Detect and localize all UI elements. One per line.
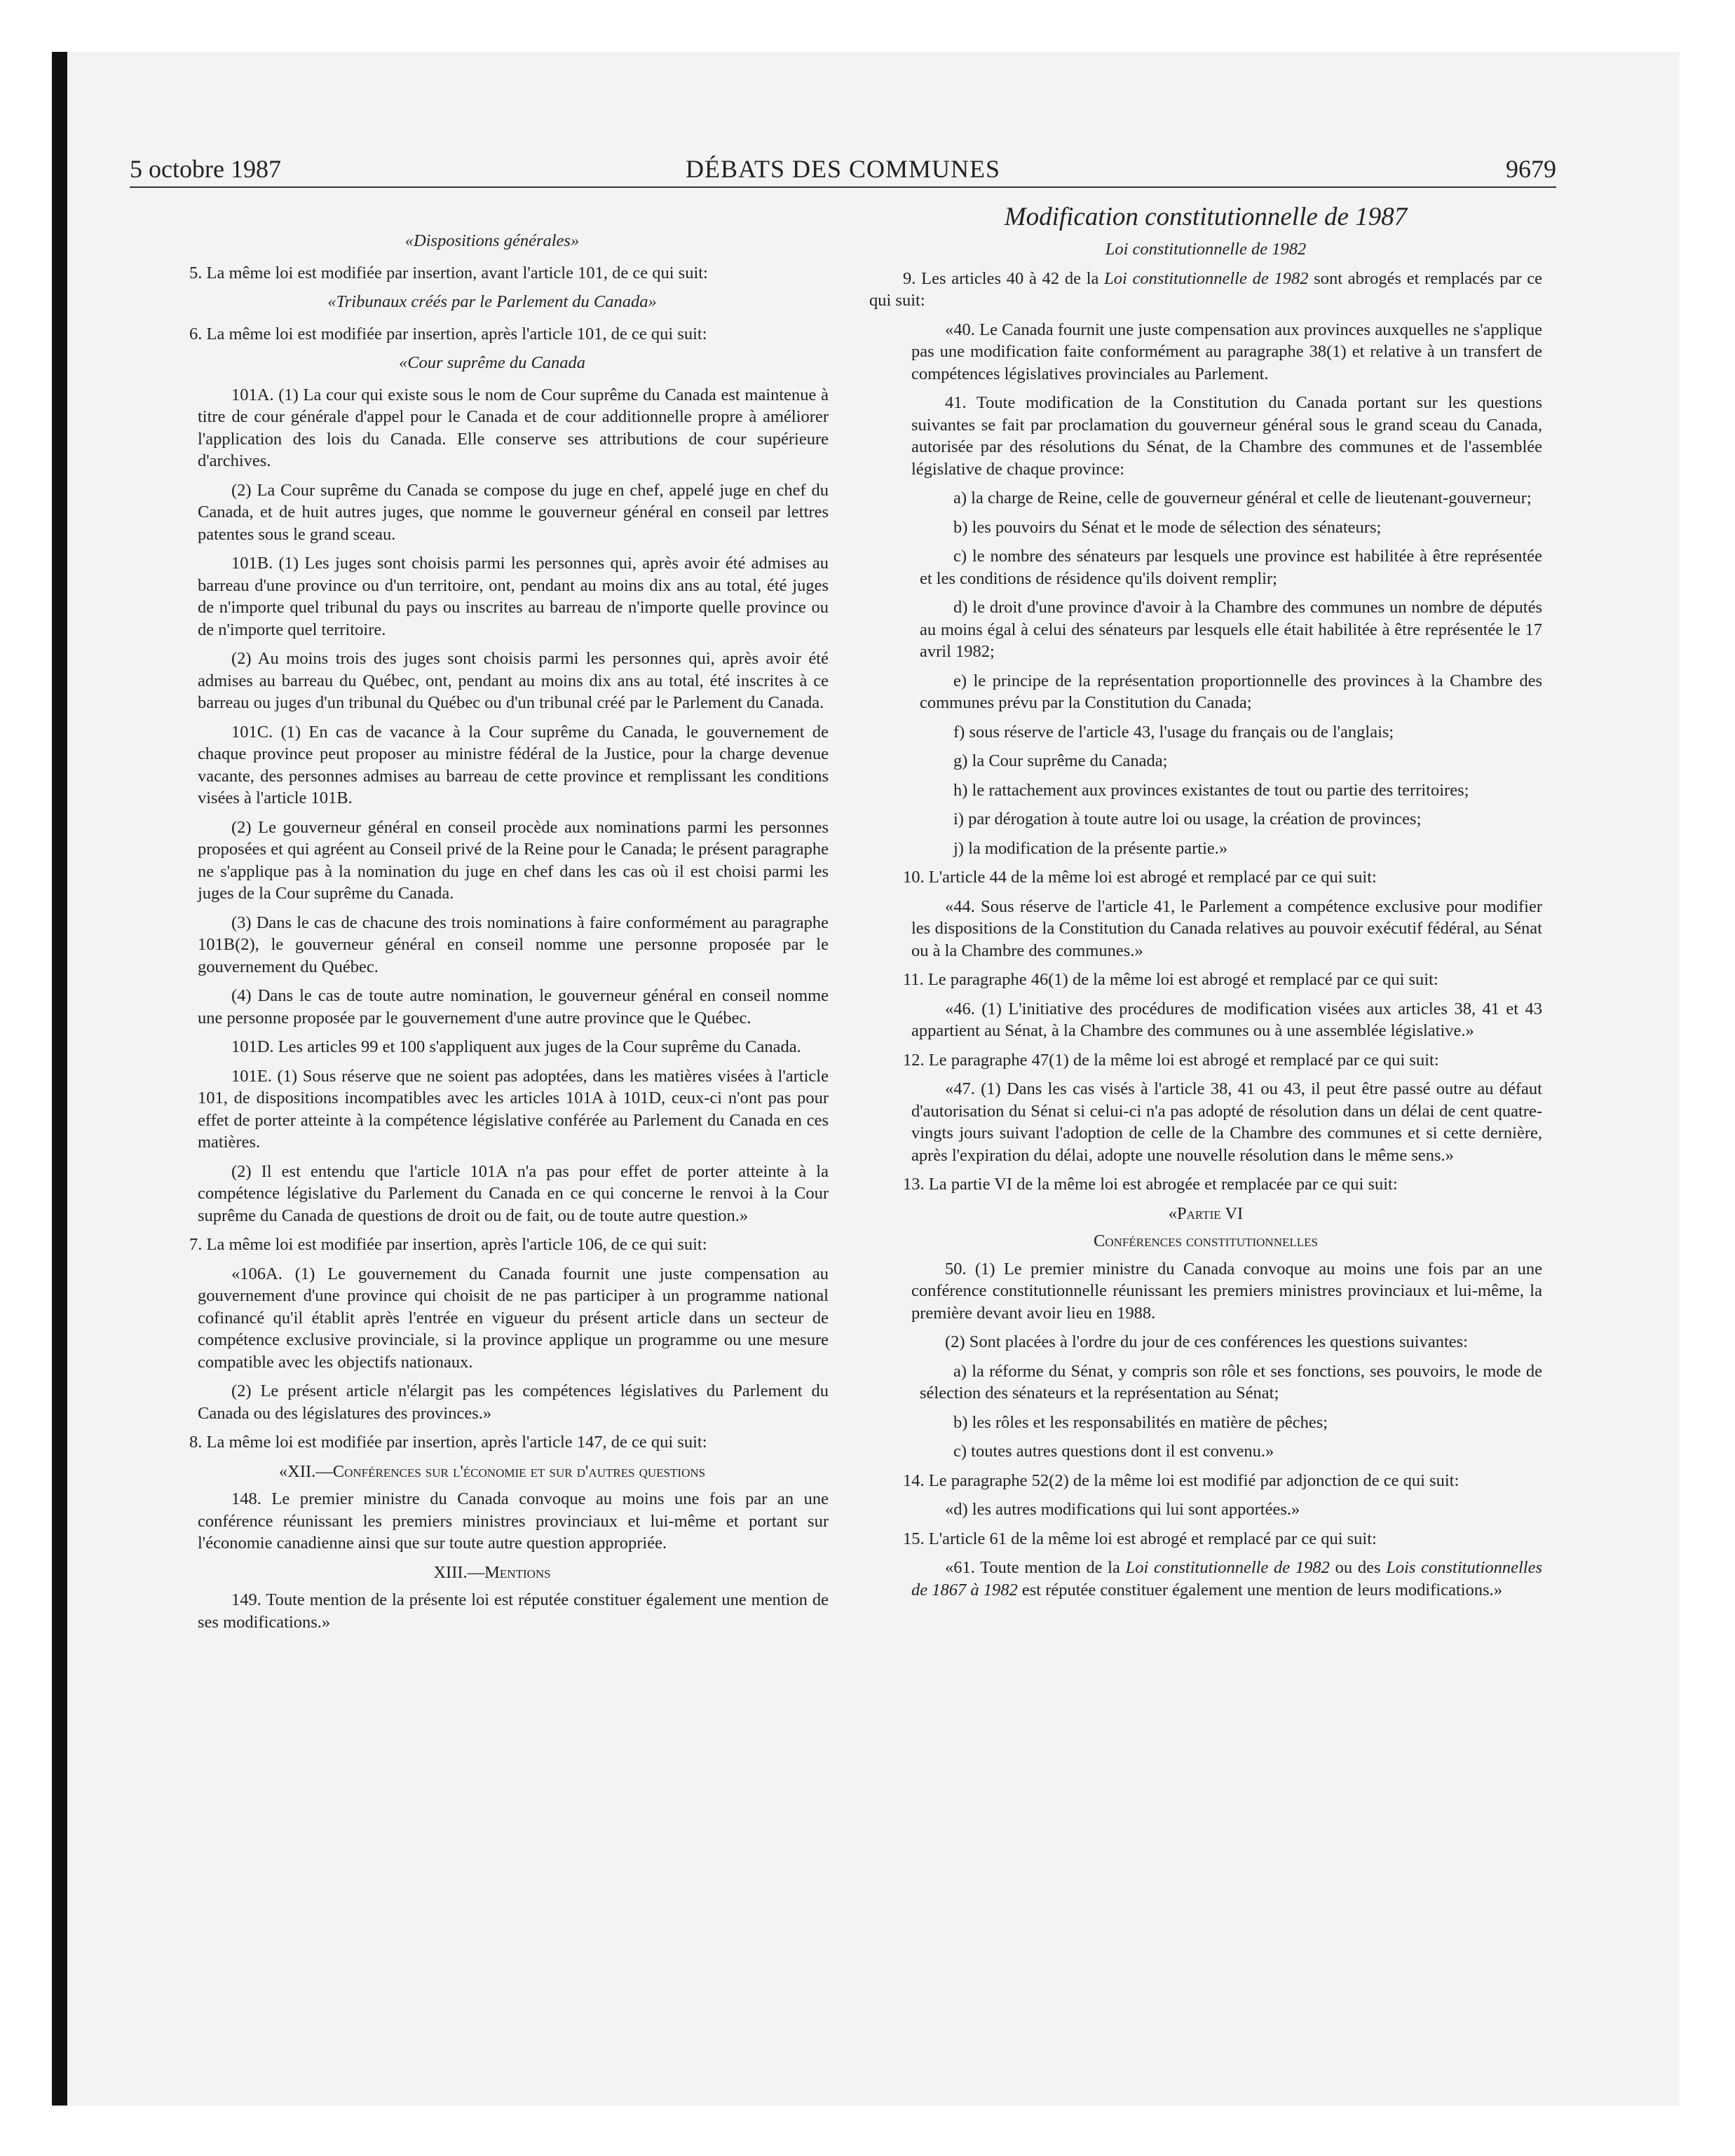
article-61-text-a: «61. Toute mention de la <box>945 1558 1126 1577</box>
article-52-d: «d) les autres modifications qui lui sont apportées.» <box>945 1500 1300 1519</box>
clause-11: 11. Le paragraphe 46(1) de la même loi est abrogé et remplacé par ce qui suit: <box>903 970 1438 989</box>
article-101C-4: (4) Dans le cas de toute autre nomination, le gouverneur général en conseil nomme une personne proposée par le gouvernement d'une autre province que le Québec. <box>198 986 829 1028</box>
section-subtitle: Loi constitutionnelle de 1982 <box>1105 240 1307 259</box>
list-item: j) la modification de la présente partie.» <box>953 838 1228 858</box>
article-106A-1: «106A. (1) Le gouvernement du Canada fournit une juste compensation au gouvernement d'une province qui choisit de ne pas participer à un programme national cofinancé qu'il établit après l'entrée en vigueur du présent article dans un secteur de compétence exclusive provinciale, si la province applique un programme ou une mesure compatible avec les objectifs nationaux. <box>198 1264 829 1372</box>
article-148: 148. Le premier ministre du Canada convoque au moins une fois par an une conférence réunissant les premiers ministres provinciaux et lui-même et portant sur l'économie canadienne ainsi que sur toute autre question appropriée. <box>198 1489 829 1553</box>
article-50-1: 50. (1) Le premier ministre du Canada convoque au moins une fois par an une conférence constitutionnelle réunissant les premiers ministres provinciaux et lui-même, la première devant avoir lieu en 1988. <box>911 1259 1542 1323</box>
list-item: g) la Cour suprême du Canada; <box>953 751 1168 770</box>
clause-9-text-a: 9. Les articles 40 à 42 de la <box>903 268 1105 288</box>
list-item: a) la charge de Reine, celle de gouverneur général et celle de lieutenant-gouverneur; <box>953 489 1532 507</box>
clause-10: 10. L'article 44 de la même loi est abrogé et remplacé par ce qui suit: <box>903 868 1377 887</box>
list-item: c) le nombre des sénateurs par lesquels une province est habilitée à être représentée et les conditions de résidence qu'ils doivent remplir; <box>920 547 1542 588</box>
article-61-acts-1867-1982: Lois constitutionnelles de 1867 à 1982 <box>911 1558 1542 1599</box>
article-149: 149. Toute mention de la présente loi est réputée constituer également une mention de ses modifications.» <box>198 1590 829 1632</box>
article-41-items <box>869 487 1542 859</box>
heading-cour-supreme: «Cour suprême du Canada <box>398 353 586 372</box>
clause-12: 12. Le paragraphe 47(1) de la même loi est abrogé et remplacé par ce qui suit: <box>903 1050 1439 1070</box>
page-header <box>130 154 1556 191</box>
header-date: 5 octobre 1987 <box>130 155 281 183</box>
article-101C-1: 101C. (1) En cas de vacance à la Cour suprême du Canada, le gouvernement de chaque province peut proposer au ministre fédéral de la Justice, pour la charge devenue vacante, des personnes admises au barreau de cette province et remplissant les conditions visées à l'article 101B. <box>198 722 829 807</box>
list-item: c) toutes autres questions dont il est convenu.» <box>953 1442 1274 1461</box>
heading-dispositions: «Dispositions générales» <box>404 231 580 250</box>
section-title: Modification constitutionnelle de 1987 <box>1004 203 1408 231</box>
article-44: «44. Sous réserve de l'article 41, le Parlement a compétence exclusive pour modifier les dispositions de la Constitution du Canada relatives au pouvoir exécutif fédéral, au Sénat ou à la Chambre des communes.» <box>911 896 1542 960</box>
clause-13: 13. La partie VI de la même loi est abrogée et remplacée par ce qui suit: <box>903 1175 1398 1194</box>
list-item: h) le rattachement aux provinces existantes de tout ou partie des territoires; <box>953 780 1469 800</box>
article-101C-2: (2) Le gouverneur général en conseil procède aux nominations parmi les personnes proposées et qui agréent au Conseil privé de la Reine pour le Canada; le présent paragraphe ne s'applique pas à la nomination du juge en chef dans les cas où il est choisi parmi les juges de la Cour suprême du Canada. <box>198 817 829 903</box>
article-101B-2: (2) Au moins trois des juges sont choisis parmi les personnes qui, après avoir été admises au barreau du Québec, ont, pendant au moins dix ans au total, été inscrites à ce barreau ou juges d'un tribunal du Québec ou d'un tribunal créé par le Parlement du Canada. <box>198 649 829 712</box>
article-101D: 101D. Les articles 99 et 100 s'appliquent aux juges de la Cour suprême du Canada. <box>231 1037 801 1056</box>
article-47: «47. (1) Dans les cas visés à l'article 38, 41 ou 43, il peut être passé outre au défaut d'autorisation du Sénat si celui-ci n'a pas adopté de résolution dans un délai de cent quatre-vingts jours suivant l'adoption de celle de la Chambre des communes et si cette dernière, après l'expiration du délai, adopte une nouvelle résolution dans le même sens.» <box>911 1079 1542 1165</box>
header-page-number: 9679 <box>1506 155 1556 183</box>
article-101B-1: 101B. (1) Les juges sont choisis parmi les personnes qui, après avoir été admises au barreau d'une province ou d'un territoire, ont, pendant au moins dix ans au total, été juges de n'importe quel tribunal du pays ou inscrites au barreau de n'importe quelle province ou de n'importe quel territoire. <box>198 554 829 639</box>
scan-edge <box>52 52 67 2106</box>
clause-8: 8. La même loi est modifiée par insertion, après l'article 147, de ce qui suit: <box>189 1433 707 1452</box>
heading-partie-vi: «Partie VI <box>1168 1203 1244 1223</box>
article-61 <box>869 1557 1542 1601</box>
list-item: d) le droit d'une province d'avoir à la Chambre des communes un nombre de députés au moins égal à celui des sénateurs par lesquels elle était habilitée à être représentée le 17 avril 1982; <box>920 598 1542 661</box>
header-title: DÉBATS DES COMMUNES <box>685 155 1001 183</box>
list-item: b) les pouvoirs du Sénat et le mode de sélection des sénateurs; <box>953 517 1382 537</box>
article-50-items <box>869 1360 1542 1463</box>
clause-9-text-b: sont abrogés et remplacés par ce qui suit: <box>869 268 1542 310</box>
article-106A-2: (2) Le présent article n'élargit pas les compétences législatives du Parlement du Canada ou des législatures des provinces.» <box>198 1381 829 1423</box>
clause-5: 5. La même loi est modifiée par insertion, avant l'article 101, de ce qui suit: <box>189 263 708 282</box>
list-item: e) le principe de la représentation proportionnelle des provinces à la Chambre des communes prévu par la Constitution du Canada; <box>920 671 1542 712</box>
heading-conferences: Conférences constitutionnelles <box>1094 1231 1318 1250</box>
article-101A-1: 101A. (1) La cour qui existe sous le nom de Cour suprême du Canada est maintenue à titre de cour générale d'appel pour le Canada et de cour additionnelle propre à améliorer l'application des lois du Canada. Elle conserve ses attributions de cour supérieure d'archives. <box>198 385 829 470</box>
article-61-text-c: est réputée constituer également une mention de leurs modifications.» <box>1017 1580 1502 1599</box>
right-column <box>869 195 1542 1608</box>
left-column <box>156 195 829 1640</box>
clause-15: 15. L'article 61 de la même loi est abrogé et remplacé par ce qui suit: <box>903 1529 1377 1548</box>
clause-7: 7. La même loi est modifiée par insertion, après l'article 106, de ce qui suit: <box>189 1235 707 1254</box>
clause-6: 6. La même loi est modifiée par insertion, après l'article 101, de ce qui suit: <box>189 324 707 343</box>
heading-xii: «XII.—Conférences sur l'économie et sur d'autres questions <box>278 1461 706 1481</box>
clause-14: 14. Le paragraphe 52(2) de la même loi est modifié par adjonction de ce qui suit: <box>903 1471 1460 1490</box>
list-item: a) la réforme du Sénat, y compris son rôle et ses fonctions, ses pouvoirs, le mode de sélection des sénateurs et la représentation au Sénat; <box>920 1361 1542 1403</box>
article-101E-2: (2) Il est entendu que l'article 101A n'a pas pour effet de porter atteinte à la compétence législative du Parlement du Canada en ce qui concerne le renvoi à la Cour suprême du Canada de questions de droit ou de fait, ou de toute autre question.» <box>198 1161 829 1225</box>
heading-xiii: XIII.—Mentions <box>433 1562 551 1582</box>
article-101C-3: (3) Dans le cas de chacune des trois nominations à faire conformément au paragraphe 101B(2), le gouverneur général en conseil nomme une personne proposée par le gouvernement du Québec. <box>198 913 829 976</box>
article-101A-2: (2) La Cour suprême du Canada se compose du juge en chef, appelé juge en chef du Canada, et de huit autres juges, que nomme le gouverneur général en conseil par lettres patentes sous le grand sceau. <box>198 480 829 544</box>
heading-tribunaux: «Tribunaux créés par le Parlement du Canada» <box>327 292 657 311</box>
article-46: «46. (1) L'initiative des procédures de modification visées aux articles 38, 41 et 43 appartient au Sénat, à la Chambre des communes ou à une assemblée législative.» <box>911 999 1542 1040</box>
article-41: 41. Toute modification de la Constitution du Canada portant sur les questions suivantes se fait par proclamation du gouverneur général sous le grand sceau du Canada, autorisée par des résolutions du Sénat, de la Chambre des communes et de l'assemblée législative de chaque province: <box>911 393 1542 479</box>
article-61-act-1982: Loi constitutionnelle de 1982 <box>1125 1558 1330 1577</box>
header-rule <box>130 186 1556 188</box>
list-item: f) sous réserve de l'article 43, l'usage du français ou de l'anglais; <box>953 722 1394 742</box>
article-101E-1: 101E. (1) Sous réserve que ne soient pas adoptées, dans les matières visées à l'article 101, de dispositions incompatibles avec les articles 101A à 101D, ceux-ci n'ont pas pour effet de porter atteinte à la compétence législative conférée au Parlement du Canada en ces matières. <box>198 1066 829 1152</box>
article-40: «40. Le Canada fournit une juste compensation aux provinces auxquelles ne s'applique pas une modification faite conformément au paragraphe 38(1) et relative à un transfert de compétences législatives provinciales au Parlement. <box>911 320 1542 383</box>
clause-9-act-title: Loi constitutionnelle de 1982 <box>1104 268 1309 288</box>
clause-9 <box>869 268 1542 312</box>
list-item: i) par dérogation à toute autre loi ou usage, la création de provinces; <box>953 810 1422 828</box>
list-item: b) les rôles et les responsabilités en matière de pêches; <box>953 1412 1328 1432</box>
article-61-text-b: ou des <box>1329 1558 1387 1577</box>
article-50-2: (2) Sont placées à l'ordre du jour de ces conférences les questions suivantes: <box>945 1332 1468 1351</box>
